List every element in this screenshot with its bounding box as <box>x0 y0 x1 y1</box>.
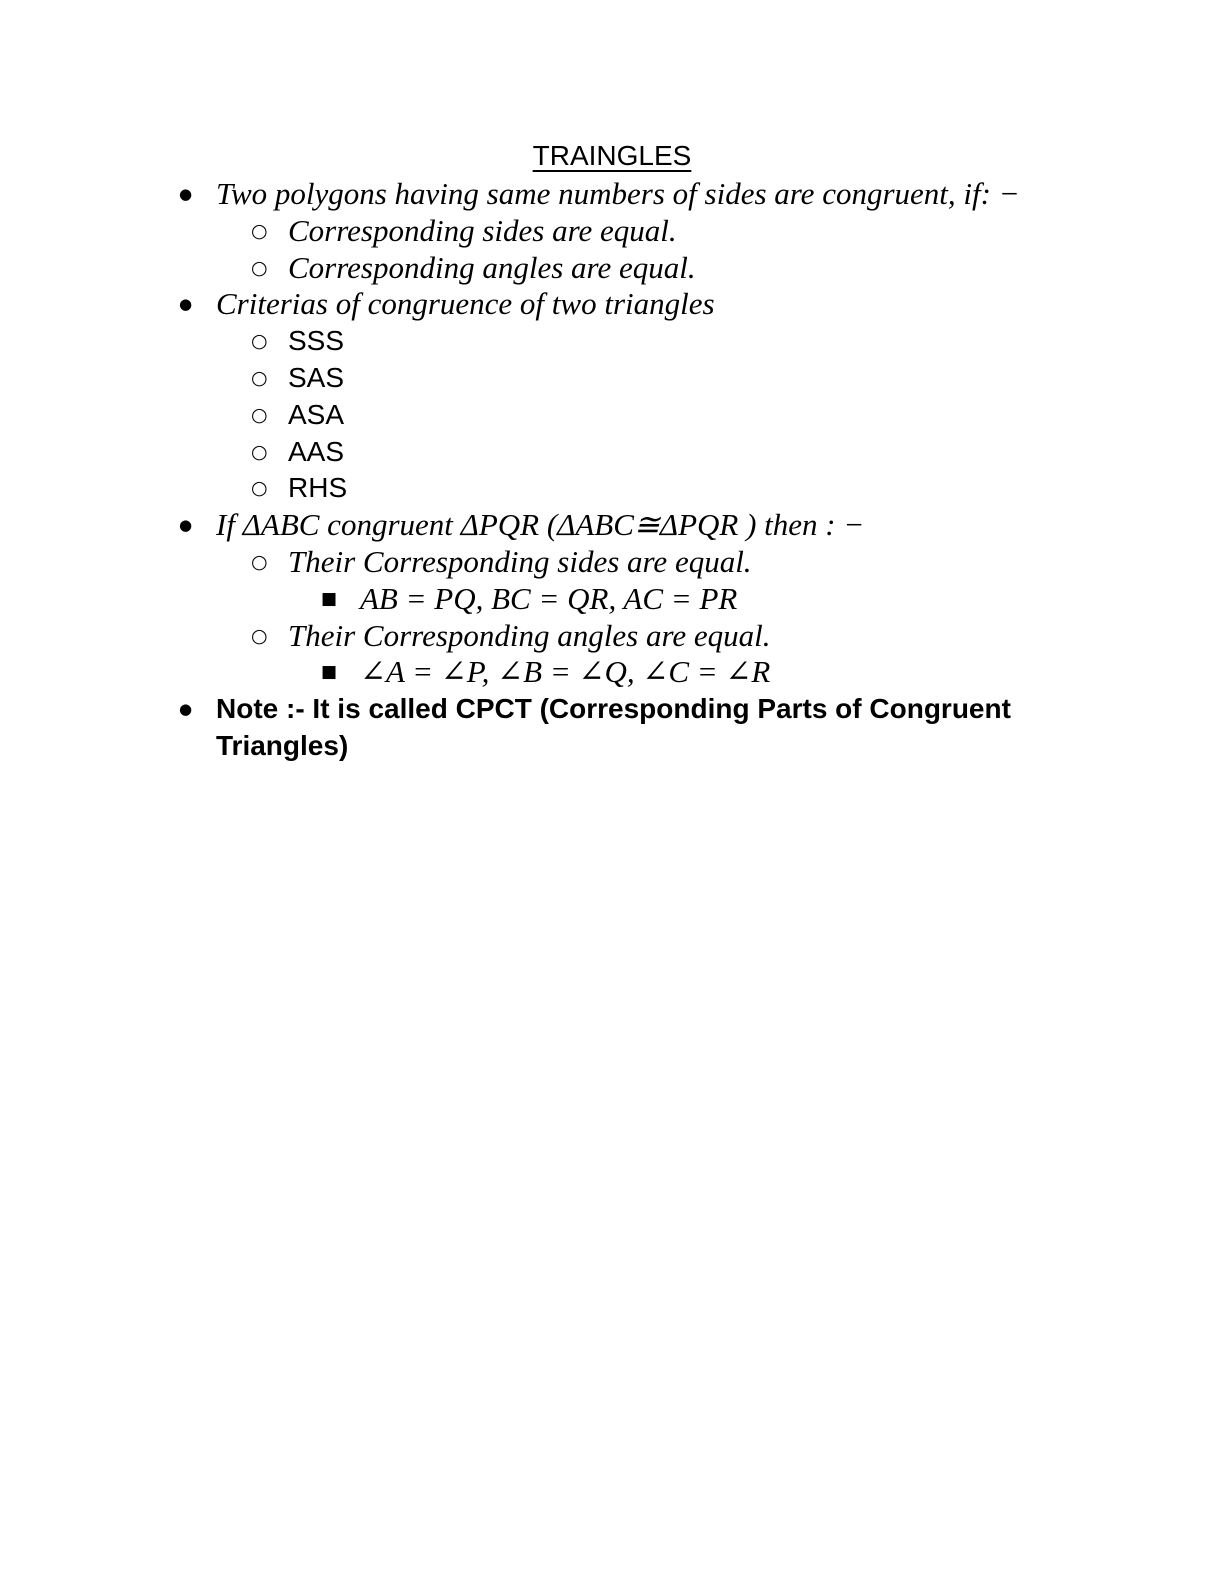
list-item <box>0 323 1224 360</box>
page-title: TRAINGLES <box>532 140 692 171</box>
list-item-text: ∠A = ∠P, ∠B = ∠Q, ∠C = ∠R <box>360 654 771 690</box>
list-item <box>0 654 1224 691</box>
bullet-circle-icon: ○ <box>251 550 268 573</box>
list-item <box>0 286 1224 323</box>
list-item <box>0 544 1224 581</box>
list-item <box>0 581 1224 618</box>
notes-list <box>0 176 1224 765</box>
list-item <box>0 434 1224 471</box>
bullet-circle-icon: ○ <box>251 330 268 353</box>
list-item-text: Criterias of congruence of two triangles <box>216 286 715 322</box>
list-item <box>0 397 1224 434</box>
list-item-text: RHS <box>288 472 348 504</box>
list-item-text: Note :- It is called CPCT (Corresponding Parts of Congruent Triangles) <box>216 693 1011 761</box>
bullet-square-icon: ■ <box>321 588 338 609</box>
bullet-circle-icon: ○ <box>251 477 268 500</box>
list-item <box>0 213 1224 250</box>
bullet-square-icon: ■ <box>321 662 338 683</box>
list-item <box>0 360 1224 397</box>
list-item-text: Two polygons having same numbers of sides are congruent, if: − <box>216 176 1020 211</box>
list-item-text: SSS <box>288 325 345 357</box>
bullet-disc-icon: ● <box>179 185 193 203</box>
list-item-text: ASA <box>288 398 345 430</box>
bullet-disc-icon: ● <box>179 700 193 719</box>
list-item-text: Corresponding angles are equal. <box>288 249 696 285</box>
list-item <box>0 250 1224 287</box>
list-item <box>0 691 1224 765</box>
bullet-circle-icon: ○ <box>251 366 268 389</box>
bullet-circle-icon: ○ <box>251 403 268 426</box>
bullet-circle-icon: ○ <box>251 256 268 279</box>
list-item <box>0 618 1224 655</box>
bullet-circle-icon: ○ <box>251 219 268 242</box>
bullet-circle-icon: ○ <box>251 440 268 463</box>
list-item-text: AAS <box>288 435 345 467</box>
list-item <box>0 507 1224 544</box>
list-item-text: If ΔABC congruent ΔPQR (ΔABC≅ΔPQR ) then : − <box>216 507 865 543</box>
bullet-disc-icon: ● <box>179 295 193 314</box>
list-item <box>0 176 1224 213</box>
bullet-circle-icon: ○ <box>251 624 268 647</box>
bullet-disc-icon: ● <box>179 516 193 535</box>
list-item-text: Their Corresponding sides are equal. <box>288 543 752 579</box>
list-item-text: Their Corresponding angles are equal. <box>288 617 771 653</box>
list-item-text: SAS <box>288 361 345 393</box>
list-item-text: AB = PQ, BC = QR, AC = PR <box>360 580 738 616</box>
list-item <box>0 470 1224 507</box>
list-item-text: Corresponding sides are equal. <box>288 212 677 248</box>
